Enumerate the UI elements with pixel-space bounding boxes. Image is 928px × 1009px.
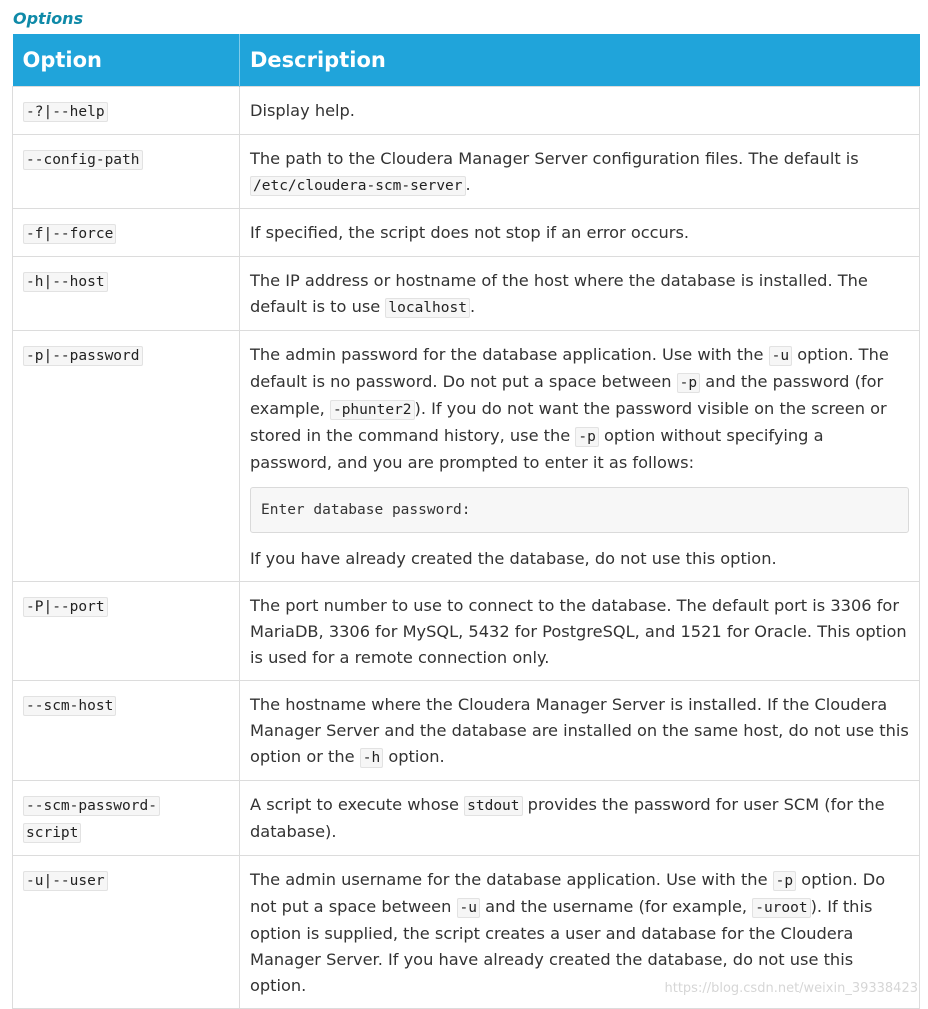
description-text: Display help. (250, 100, 355, 120)
option-cell (13, 86, 240, 134)
description-text: The path to the Cloudera Manager Server configuration files. The default is (250, 148, 859, 168)
option-code: -u|--user (23, 871, 108, 891)
option-cell (13, 134, 240, 208)
inline-code: localhost (385, 298, 470, 318)
description-cell (240, 780, 920, 855)
option-code: -f|--force (23, 224, 116, 244)
description-text: The IP address or hostname of the host where the database is installed. The default is to use (250, 270, 868, 316)
inline-code: stdout (464, 796, 522, 816)
option-cell (13, 680, 240, 780)
description-text: option. (383, 746, 445, 766)
table-row (13, 134, 920, 208)
table-row (13, 86, 920, 134)
description-text: provides the password for user SCM (for the database). (250, 794, 885, 841)
option-cell (13, 855, 240, 1008)
description-text: The admin password for the database application. Use with the (250, 344, 769, 364)
description-text: The hostname where the Cloudera Manager Server is installed. If the Cloudera Manager Server and the database are installed on the same host, do not use this option or the (250, 694, 909, 766)
watermark: https://blog.csdn.net/weixin_39338423 (664, 981, 918, 996)
description-cell (240, 134, 920, 208)
inline-code: -u (457, 898, 480, 918)
inline-code: -p (677, 373, 700, 393)
option-cell (13, 330, 240, 581)
description-text: ). If this option is supplied, the script creates a user and database for the Cloudera Manager Server. If you have already created the database, do not use this option. (250, 896, 873, 995)
inline-code: /etc/cloudera-scm-server (250, 176, 466, 196)
option-code: --scm-host (23, 696, 116, 716)
description-text: option. The default is no password. Do not put a space between (250, 344, 889, 391)
inline-code: -p (773, 871, 796, 891)
description-text: and the username (for example, (480, 896, 753, 916)
section-title: Options (13, 9, 84, 28)
inline-code: -uroot (752, 898, 810, 918)
table-row (13, 680, 920, 780)
description-text: If specified, the script does not stop if an error occurs. (250, 222, 690, 242)
table-row (13, 780, 920, 855)
option-code: --config-path (23, 150, 143, 170)
option-cell (13, 581, 240, 680)
column-header-option: Option (13, 34, 240, 86)
option-code: -h|--host (23, 272, 108, 292)
description-paragraph: If you have already created the database, do not use this option. (250, 548, 777, 568)
table-row (13, 208, 920, 256)
description-cell (240, 330, 920, 581)
description-cell (240, 680, 920, 780)
description-cell (240, 581, 920, 680)
description-cell (240, 86, 920, 134)
table-row (13, 256, 920, 330)
inline-code: -p (575, 427, 598, 447)
code-block: Enter database password: (250, 487, 909, 533)
description-text: The port number to use to connect to the database. The default port is 3306 for MariaDB, 3306 for MySQL, 5432 for PostgreSQL, and 1521 for Oracle. This option is used for a remote connection only. (250, 595, 907, 667)
description-text: ). If you do not want the password visible on the screen or stored in the command history, use the (250, 398, 887, 445)
description-text: . (469, 296, 476, 316)
option-cell (13, 208, 240, 256)
column-header-description: Description (240, 34, 920, 86)
table-header-row (13, 34, 920, 86)
option-code: -P|--port (23, 597, 108, 617)
description-text: and the password (for example, (250, 371, 884, 418)
description-paragraph (250, 342, 909, 476)
option-code: -?|--help (23, 102, 108, 122)
option-code: -p|--password (23, 346, 143, 366)
description-text: . (465, 174, 471, 194)
description-cell (240, 256, 920, 330)
option-code: --scm-password- (23, 796, 160, 816)
description-text: option. Do not put a space between (250, 869, 886, 916)
table-row (13, 581, 920, 680)
table-row (13, 330, 920, 581)
description-text: The admin username for the database application. Use with the (250, 869, 773, 889)
inline-code: -u (769, 346, 792, 366)
description-text: option without specifying a password, and you are prompted to enter it as follows: (250, 425, 824, 472)
option-cell (13, 256, 240, 330)
description-cell (240, 208, 920, 256)
description-text: A script to execute whose (250, 794, 465, 814)
inline-code: -phunter2 (330, 400, 415, 420)
option-cell (13, 780, 240, 855)
option-code: script (23, 823, 81, 843)
inline-code: -h (360, 748, 383, 768)
options-table (12, 34, 920, 1009)
